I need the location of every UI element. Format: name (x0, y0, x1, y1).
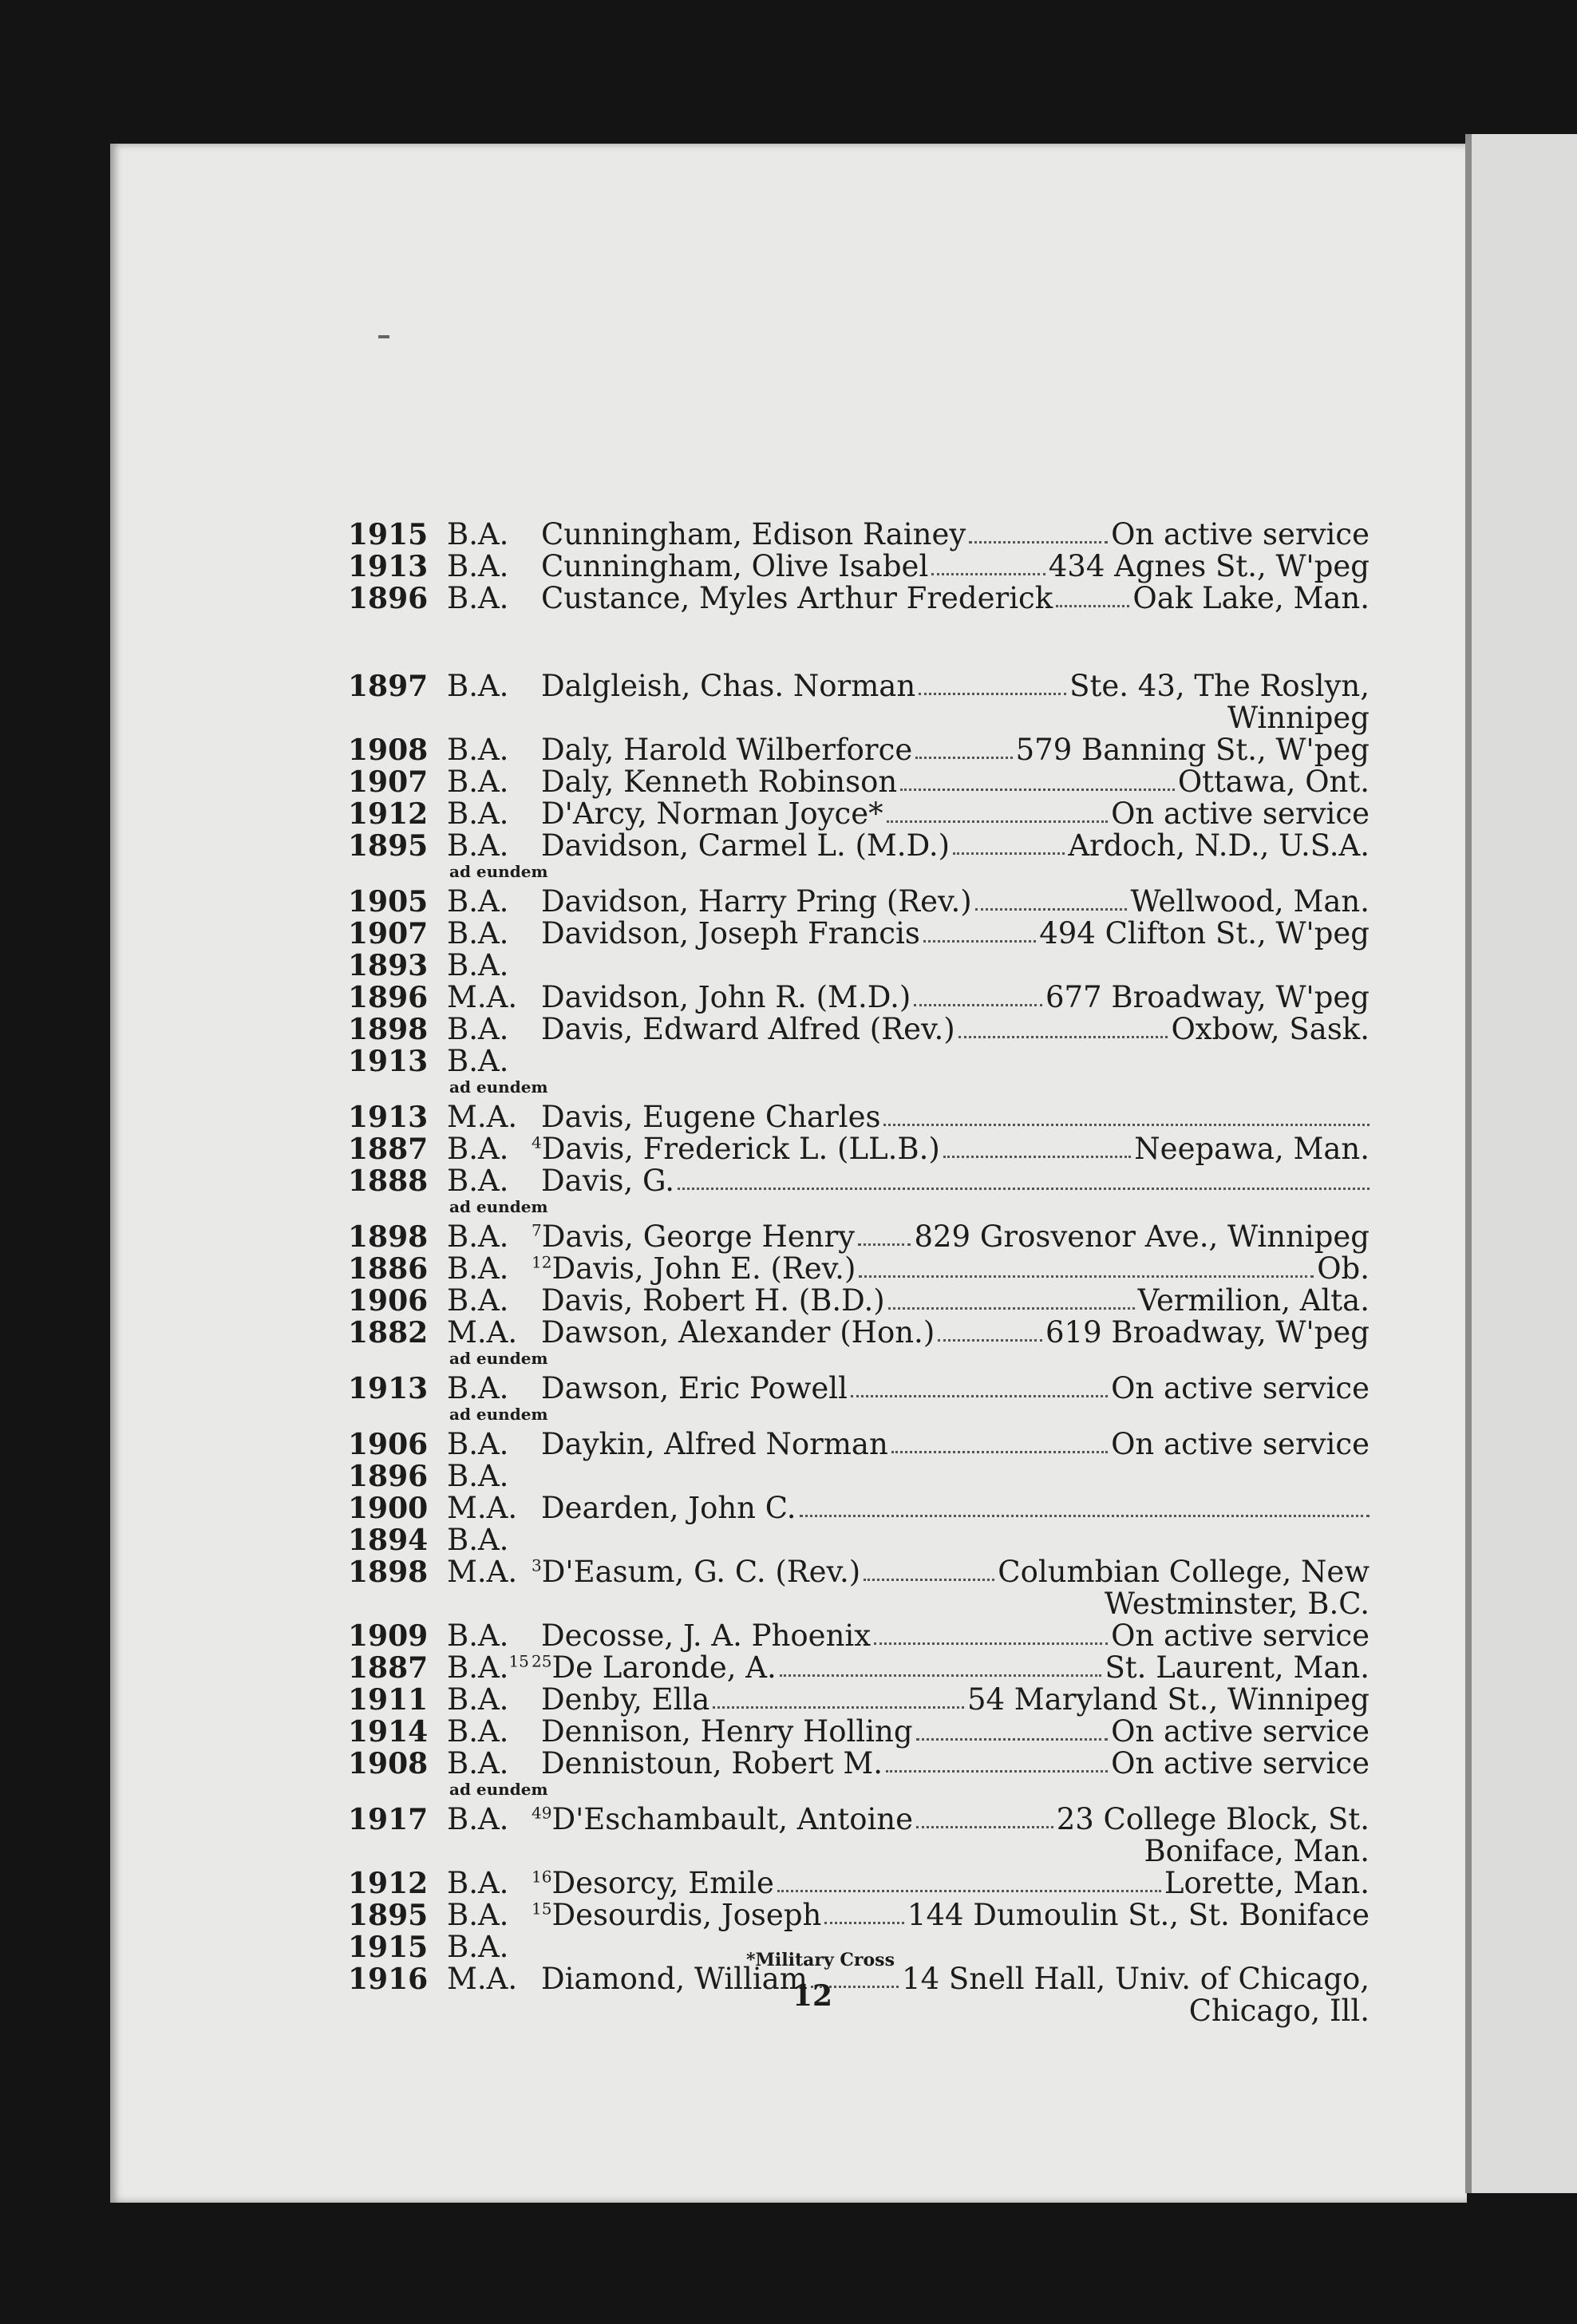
degree-footnote-marker: 15 (508, 1651, 529, 1671)
list-item (110, 583, 1467, 615)
dot-leader (800, 1513, 1370, 1517)
entry-year: 1900 (348, 1492, 429, 1525)
ad-eundem-note: ad eundem (449, 1780, 548, 1799)
entry-name: $^{49}$D'Eschambault, Antoine (532, 1802, 914, 1836)
page-number: 12 (792, 1979, 833, 2013)
entry-year: 1886 (348, 1252, 429, 1286)
entry-address: Ottawa, Ont. (1177, 765, 1370, 799)
entry-name: Dennistoun, Robert M. (541, 1746, 883, 1781)
list-item (110, 1014, 1467, 1045)
degree-note-row (110, 1780, 1467, 1804)
dot-leader (969, 540, 1108, 543)
entry-year: 1906 (348, 1428, 429, 1461)
list-item (110, 1524, 1467, 1556)
entry-name: $^{16}$Desorcy, Emile (532, 1866, 774, 1900)
entry-degree: B.A. (447, 796, 509, 831)
entry-degree: B.A. (447, 733, 509, 767)
entry-year: 1913 (348, 550, 429, 583)
ad-eundem-note: ad eundem (449, 1405, 548, 1424)
entry-address: On active service (1111, 796, 1370, 831)
entry-name: Daly, Kenneth Robinson (541, 765, 898, 799)
entry-degree: B.A. (447, 549, 509, 583)
entry-name: Daly, Harold Wilberforce (541, 733, 913, 767)
list-item (110, 1460, 1467, 1492)
dot-leader (887, 819, 1108, 823)
entry-degree: M.A. (447, 1491, 518, 1525)
entry-degree: B.A. (447, 828, 509, 863)
entry-address: 144 Dumoulin St., St. Boniface (907, 1898, 1370, 1932)
entry-address: Oxbow, Sask. (1171, 1012, 1370, 1046)
entry-year: 1893 (348, 949, 429, 982)
entry-degree: B.A. (447, 916, 509, 951)
dot-leader (777, 1888, 1161, 1892)
dot-leader (851, 1393, 1108, 1397)
entry-address: 14 Snell Hall, Univ. of Chicago, (902, 1962, 1370, 1996)
entry-address: On active service (1111, 1427, 1370, 1461)
dot-leader (919, 691, 1066, 695)
dot-leader (864, 1577, 994, 1581)
entry-address: Oak Lake, Man. (1132, 581, 1370, 615)
entry-year: 1905 (348, 885, 429, 919)
entry-address: Lorette, Man. (1164, 1866, 1370, 1900)
entry-year: 1882 (348, 1316, 429, 1350)
entry-degree: B.A. (447, 1523, 509, 1557)
entry-year: 1907 (348, 765, 429, 799)
entry-degree: B.A. (447, 1618, 509, 1653)
degree-note-row (110, 1405, 1467, 1429)
dot-leader (1056, 603, 1129, 607)
list-item (110, 1221, 1467, 1253)
entry-address: Ardoch, N.D., U.S.A. (1068, 828, 1370, 863)
entry-name: Diamond, William (541, 1962, 808, 1996)
list-item (110, 1868, 1467, 1899)
entry-degree: B.A. (447, 1459, 509, 1493)
entry-degree: B.A. (447, 1427, 509, 1461)
entry-name: D'Arcy, Norman Joyce* (541, 796, 883, 831)
entry-year: 1912 (348, 797, 429, 831)
entry-year: 1897 (348, 670, 429, 703)
dot-leader (824, 1920, 904, 1924)
entry-degree: B.A. (447, 765, 509, 799)
entry-year: 1915 (348, 518, 429, 551)
entry-year: 1895 (348, 1899, 429, 1932)
entry-name: Daykin, Alfred Norman (541, 1427, 888, 1461)
entry-name: $^7$Davis, George Henry (532, 1219, 856, 1254)
alumni-list (110, 519, 1467, 2027)
entry-degree: B.A. (447, 1802, 509, 1836)
entry-year: 1912 (348, 1867, 429, 1900)
entry-name: Cunningham, Olive Isabel (541, 549, 929, 583)
entry-name: Dawson, Alexander (Hon.) (541, 1315, 935, 1350)
section-gap (110, 615, 1467, 670)
facing-page-edge (1465, 134, 1577, 2193)
degree-note-row (110, 1077, 1467, 1101)
dot-leader (891, 1449, 1108, 1453)
ad-eundem-note: ad eundem (449, 1077, 548, 1097)
entry-name: Dearden, John C. (541, 1491, 796, 1525)
list-item (110, 950, 1467, 982)
entry-year: 1887 (348, 1651, 429, 1685)
dot-leader (943, 1154, 1132, 1158)
ad-eundem-note: ad eundem (449, 1197, 548, 1216)
entry-degree: B.A. (447, 1898, 509, 1932)
entry-year: 1896 (348, 1460, 429, 1493)
ad-eundem-note: ad eundem (449, 1349, 548, 1368)
entry-address: On active service (1111, 1371, 1370, 1405)
entry-address-continued: Boniface, Man. (1144, 1834, 1370, 1868)
entry-degree: M.A. (447, 1962, 518, 1996)
dot-leader (953, 851, 1065, 855)
page-mark (378, 335, 389, 338)
entry-year: 1913 (348, 1045, 429, 1078)
entry-degree: B.A.$^{15}$ (447, 1650, 529, 1685)
entry-degree: B.A. (447, 1132, 509, 1166)
entry-name: Cunningham, Edison Rainey (541, 517, 966, 551)
list-item (110, 734, 1467, 766)
entry-name: Custance, Myles Arthur Frederick (541, 581, 1053, 615)
entry-degree: B.A. (447, 669, 509, 703)
entry-name: Dawson, Eric Powell (541, 1371, 848, 1405)
entry-address: On active service (1111, 517, 1370, 551)
name-footnote-marker: 15 (532, 1899, 552, 1919)
list-item (110, 519, 1467, 551)
degree-note-row (110, 1349, 1467, 1373)
entry-name: Davis, G. (541, 1164, 674, 1198)
entry-address: 434 Agnes St., W'peg (1048, 549, 1370, 583)
entry-degree: B.A. (447, 581, 509, 615)
entry-degree: B.A. (447, 1283, 509, 1318)
entry-degree: M.A. (447, 1315, 518, 1350)
entry-year: 1917 (348, 1803, 429, 1836)
entry-year: 1888 (348, 1164, 429, 1198)
entry-year: 1908 (348, 733, 429, 767)
dot-leader (874, 1641, 1108, 1645)
dot-leader (914, 1002, 1042, 1006)
entry-degree: M.A. (447, 1555, 518, 1589)
entry-degree: B.A. (447, 1682, 509, 1717)
entry-name: Dalgleish, Chas. Norman (541, 669, 916, 703)
name-footnote-marker: 3 (532, 1555, 542, 1575)
degree-note-row (110, 1197, 1467, 1221)
entry-address: 619 Broadway, W'peg (1045, 1315, 1370, 1350)
dot-leader (931, 571, 1045, 575)
entry-address-continued: Westminster, B.C. (1104, 1587, 1370, 1621)
book-page (110, 144, 1467, 2203)
dot-leader (916, 1737, 1109, 1741)
entry-address: 829 Grosvenor Ave., Winnipeg (914, 1219, 1370, 1254)
dot-leader (883, 1122, 1370, 1126)
name-footnote-marker: 12 (532, 1252, 552, 1272)
entry-name: Davis, Eugene Charles (541, 1100, 881, 1134)
entry-name: $^{25}$De Laronde, A. (532, 1650, 777, 1685)
list-item (110, 1684, 1467, 1716)
entry-name: Denby, Ella (541, 1682, 710, 1717)
dot-leader (915, 755, 1012, 759)
list-item (110, 1101, 1467, 1133)
entry-name: Davidson, John R. (M.D.) (541, 980, 911, 1014)
entry-address: 54 Maryland St., Winnipeg (966, 1682, 1370, 1717)
entry-degree: B.A. (447, 884, 509, 919)
list-item (110, 551, 1467, 583)
entry-year: 1896 (348, 582, 429, 615)
entry-degree: B.A. (447, 1251, 509, 1286)
entry-name: $^{15}$Desourdis, Joseph (532, 1898, 822, 1932)
name-footnote-marker: 25 (532, 1651, 552, 1671)
entry-year: 1909 (348, 1619, 429, 1653)
entry-address: Wellwood, Man. (1130, 884, 1370, 919)
list-item (110, 1285, 1467, 1317)
entry-address: Ob. (1317, 1251, 1370, 1286)
entry-degree: B.A. (447, 517, 509, 551)
dot-leader (780, 1673, 1102, 1677)
entry-year: 1887 (348, 1132, 429, 1166)
dot-leader (858, 1242, 911, 1246)
entry-year: 1898 (348, 1555, 429, 1589)
dot-leader (888, 1306, 1135, 1310)
list-item (110, 1620, 1467, 1652)
entry-name: Davis, Edward Alfred (Rev.) (541, 1012, 955, 1046)
name-footnote-marker: 16 (532, 1867, 552, 1887)
list-item (110, 1133, 1467, 1165)
entry-name: $^4$Davis, Frederick L. (LL.B.) (532, 1132, 940, 1166)
list-item (110, 798, 1467, 830)
entry-name: $^3$D'Easum, G. C. (Rev.) (532, 1555, 861, 1589)
entry-address: Columbian College, New (998, 1555, 1370, 1589)
entry-year: 1895 (348, 829, 429, 863)
name-footnote-marker: 7 (532, 1220, 542, 1240)
entry-year: 1908 (348, 1747, 429, 1781)
list-item (110, 1804, 1467, 1868)
list-item (110, 1652, 1467, 1684)
entry-year: 1898 (348, 1013, 429, 1046)
dot-leader (678, 1186, 1370, 1190)
entry-degree: B.A. (447, 948, 509, 982)
list-item (110, 1716, 1467, 1748)
dot-leader (916, 1824, 1053, 1828)
entry-address: 23 College Block, St. (1056, 1802, 1370, 1836)
entry-year: 1913 (348, 1101, 429, 1134)
entry-year: 1894 (348, 1524, 429, 1557)
entry-address: Neepawa, Man. (1134, 1132, 1370, 1166)
dot-leader (713, 1705, 964, 1709)
list-item (110, 1492, 1467, 1524)
dot-leader (900, 787, 1175, 791)
list-item (110, 1556, 1467, 1620)
entry-address: On active service (1111, 1618, 1370, 1653)
entry-address-continued: Winnipeg (1227, 701, 1370, 735)
entry-year: 1913 (348, 1372, 429, 1405)
list-item (110, 766, 1467, 798)
name-footnote-marker: 4 (532, 1132, 542, 1152)
entry-address: 579 Banning St., W'peg (1015, 733, 1370, 767)
entry-degree: B.A. (447, 1930, 509, 1964)
entry-degree: B.A. (447, 1012, 509, 1046)
entry-year: 1898 (348, 1220, 429, 1254)
list-item (110, 982, 1467, 1014)
entry-year: 1916 (348, 1962, 429, 1996)
entry-year: 1907 (348, 917, 429, 951)
list-item (110, 1899, 1467, 1931)
entry-degree: B.A. (447, 1746, 509, 1781)
entry-name: $^{12}$Davis, John E. (Rev.) (532, 1251, 856, 1286)
list-item (110, 830, 1467, 862)
list-item (110, 918, 1467, 950)
entry-degree: M.A. (447, 980, 518, 1014)
entry-degree: B.A. (447, 1371, 509, 1405)
entry-degree: B.A. (447, 1044, 509, 1078)
dot-leader (886, 1769, 1108, 1773)
entry-address: Vermilion, Alta. (1137, 1283, 1370, 1318)
entry-name: Davidson, Harry Pring (Rev.) (541, 884, 972, 919)
entry-degree: B.A. (447, 1866, 509, 1900)
entry-address-continued: Chicago, Ill. (1188, 1994, 1370, 2028)
entry-degree: B.A. (447, 1714, 509, 1749)
name-footnote-marker: 49 (532, 1803, 552, 1823)
entry-address: On active service (1111, 1746, 1370, 1781)
list-item (110, 670, 1467, 734)
entry-address: St. Laurent, Man. (1105, 1650, 1370, 1685)
footnote: *Military Cross (746, 1950, 895, 1970)
entry-name: Davidson, Joseph Francis (541, 916, 920, 951)
entry-address: Ste. 43, The Roslyn, (1069, 669, 1370, 703)
dot-leader (958, 1034, 1168, 1038)
list-item (110, 1429, 1467, 1460)
ad-eundem-note: ad eundem (449, 862, 548, 881)
dot-leader (975, 907, 1128, 911)
entry-address: 677 Broadway, W'peg (1045, 980, 1370, 1014)
entry-year: 1915 (348, 1931, 429, 1964)
dot-leader (938, 1338, 1042, 1342)
dot-leader (923, 939, 1036, 943)
entry-name: Davis, Robert H. (B.D.) (541, 1283, 885, 1318)
degree-note-row (110, 862, 1467, 886)
entry-degree: B.A. (447, 1164, 509, 1198)
entry-name: Davidson, Carmel L. (M.D.) (541, 828, 951, 863)
list-item (110, 1165, 1467, 1197)
list-item (110, 1373, 1467, 1405)
list-item (110, 1317, 1467, 1349)
list-item (110, 1045, 1467, 1077)
dot-leader (859, 1274, 1314, 1278)
entry-year: 1896 (348, 981, 429, 1014)
list-item (110, 1253, 1467, 1285)
entry-year: 1906 (348, 1284, 429, 1318)
list-item (110, 886, 1467, 918)
entry-degree: M.A. (447, 1100, 518, 1134)
entry-degree: B.A. (447, 1219, 509, 1254)
entry-address: 494 Clifton St., W'peg (1039, 916, 1370, 951)
entry-year: 1914 (348, 1715, 429, 1749)
entry-year: 1911 (348, 1683, 429, 1717)
entry-name: Dennison, Henry Holling (541, 1714, 913, 1749)
list-item (110, 1748, 1467, 1780)
entry-name: Decosse, J. A. Phoenix (541, 1618, 872, 1653)
entry-address: On active service (1111, 1714, 1370, 1749)
